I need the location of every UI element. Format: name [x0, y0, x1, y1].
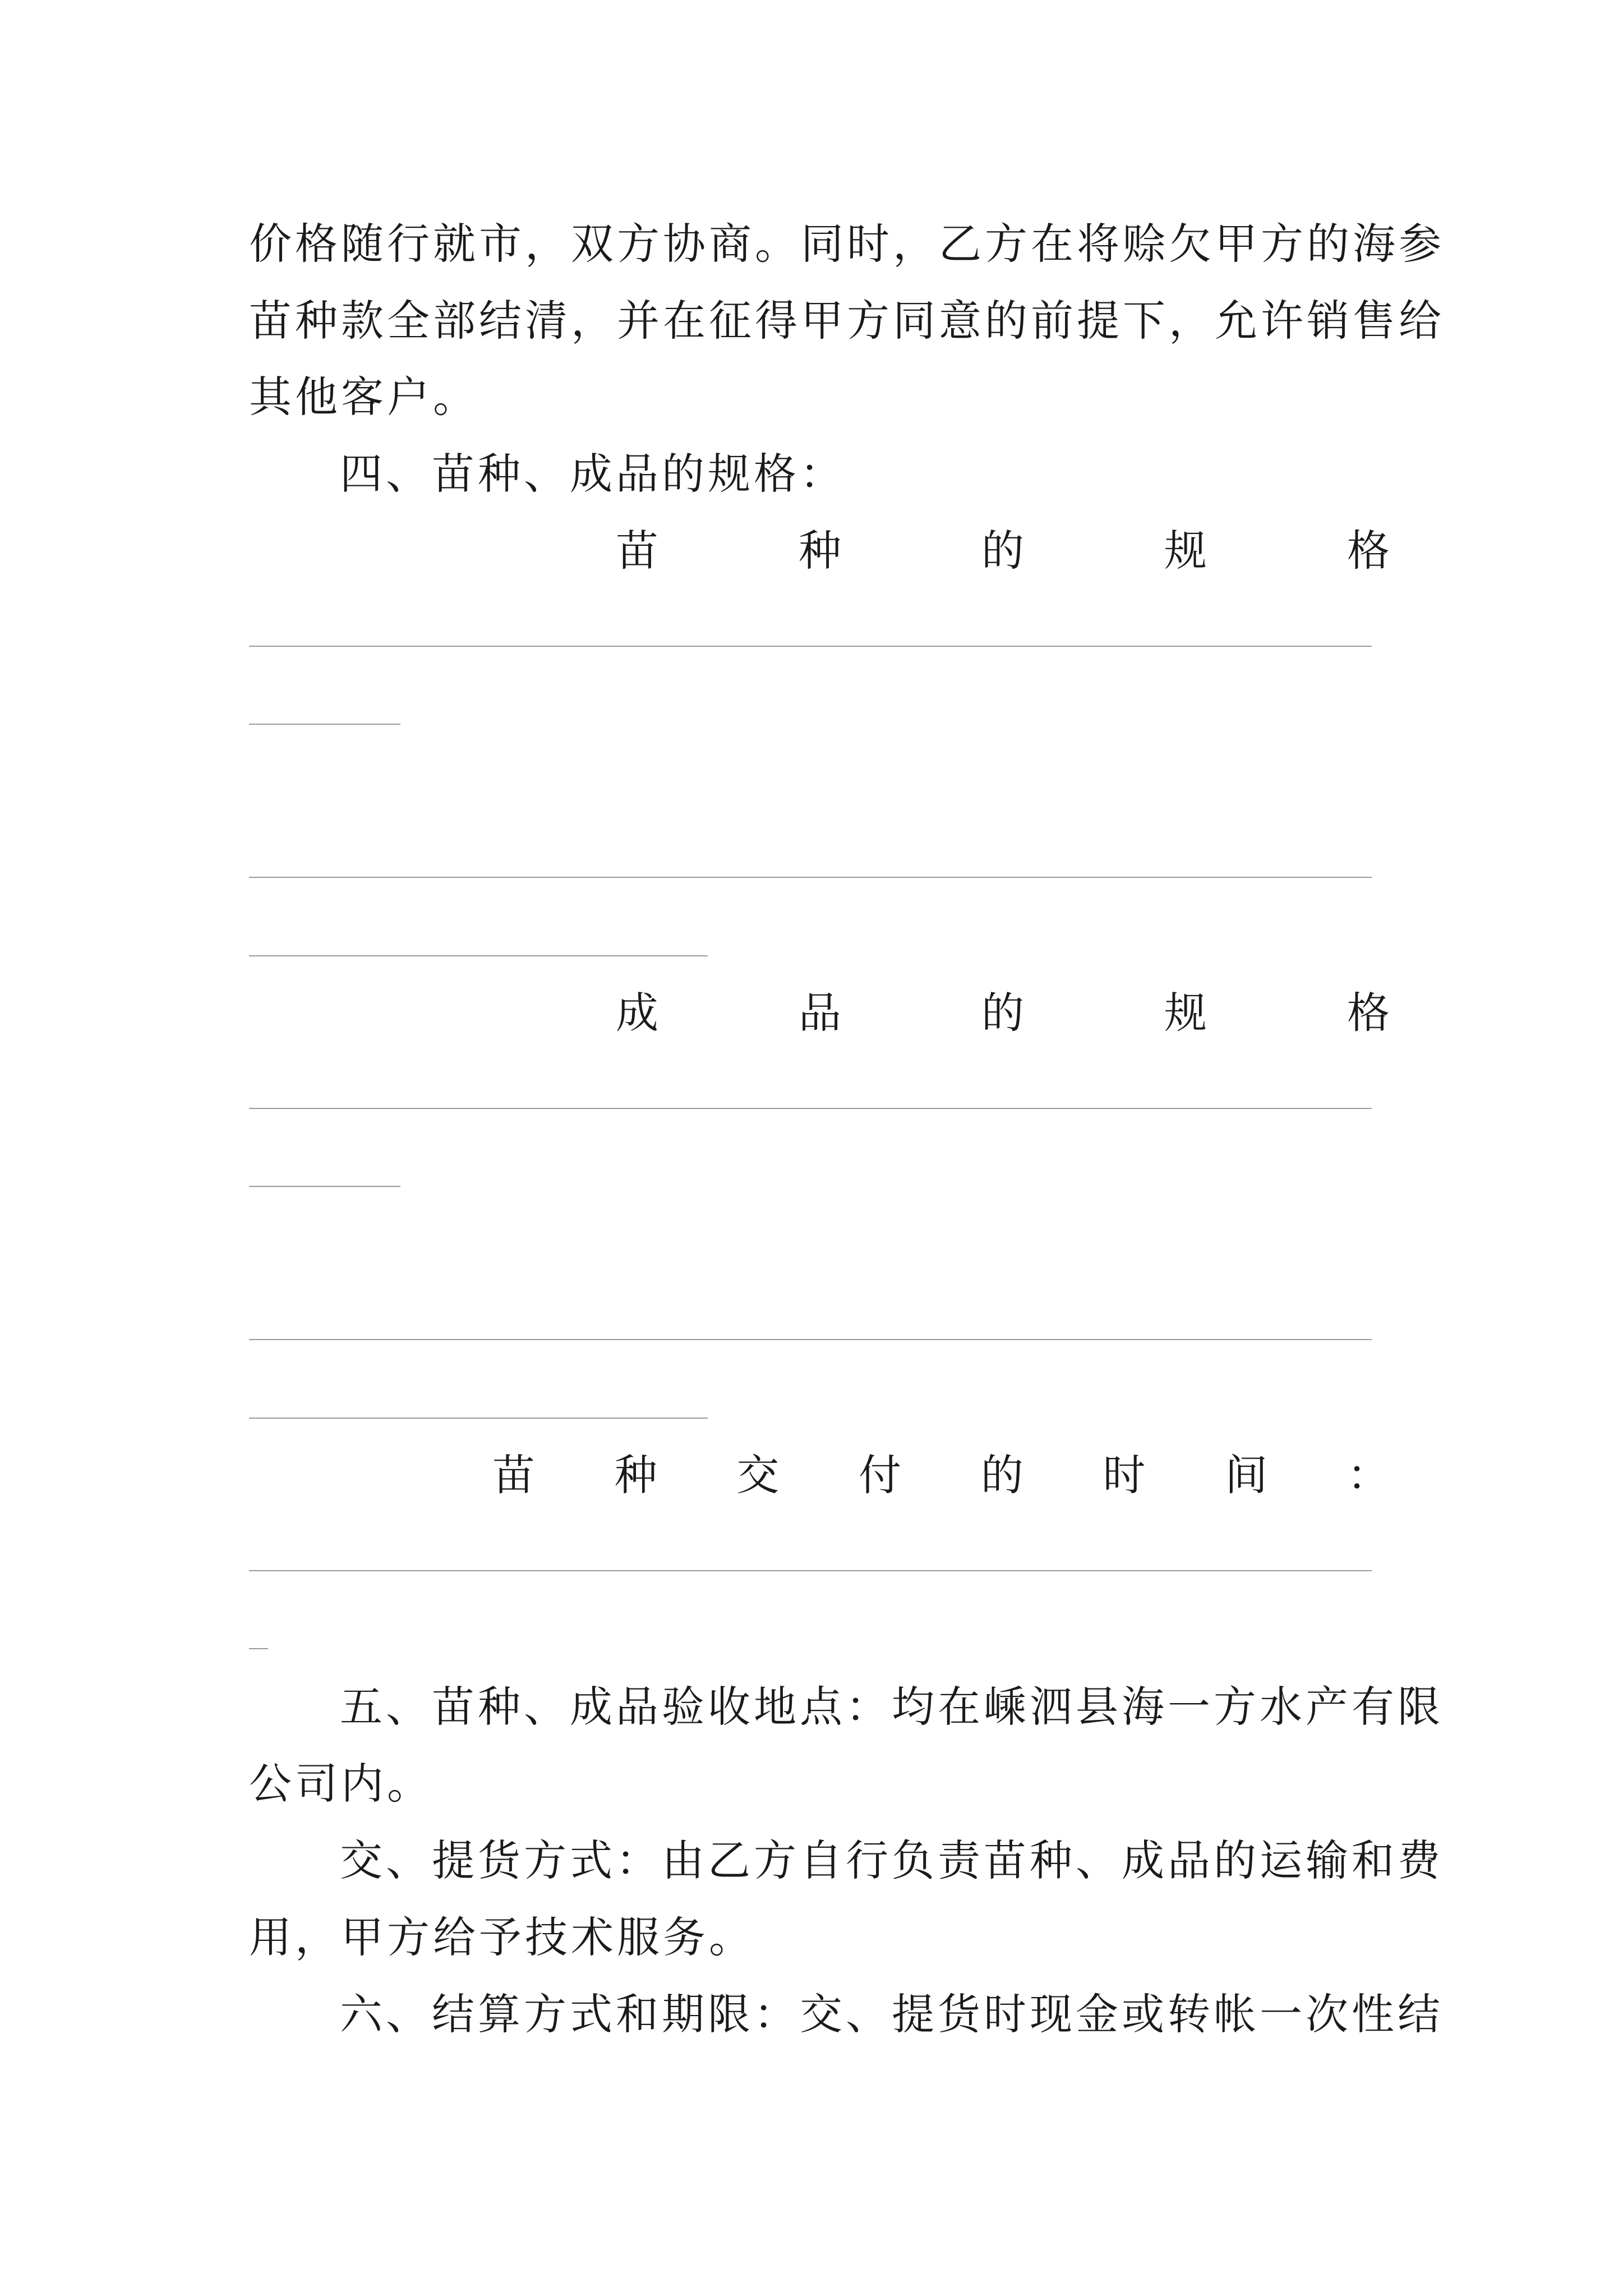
- label-char: 规: [1164, 526, 1207, 576]
- label-char: 交: [736, 1450, 780, 1500]
- fill-in-line: [249, 1339, 1372, 1340]
- paragraph-line: 苗种款全部结清，并在征得甲方同意的前提下，允许销售给: [249, 296, 1445, 346]
- section-four-title: 四、苗种、成品的规格：: [340, 449, 846, 499]
- fill-in-line: [249, 646, 1372, 647]
- product-spec-label: [616, 985, 1390, 1041]
- label-char: 格: [1347, 526, 1390, 576]
- fill-in-line: [249, 955, 708, 956]
- label-char: 苗: [616, 526, 658, 576]
- label-char: 间: [1225, 1450, 1268, 1500]
- paragraph-line: 用，甲方给予技术服务。: [249, 1912, 755, 1962]
- label-char: 的: [981, 988, 1024, 1038]
- label-char: 时: [1103, 1450, 1146, 1500]
- label-char: 付: [859, 1450, 902, 1500]
- fill-in-line: [249, 1186, 400, 1187]
- label-char: 种: [799, 526, 841, 576]
- label-char: 种: [614, 1450, 657, 1500]
- paragraph-line: 其他客户。: [249, 372, 479, 422]
- label-char: 格: [1347, 988, 1390, 1038]
- section-six-line: 六、结算方式和期限：交、提货时现金或转帐一次性结: [340, 1989, 1444, 2039]
- fill-in-line: [249, 1570, 1372, 1571]
- fill-in-line: [249, 1648, 268, 1649]
- label-char: 规: [1164, 988, 1207, 1038]
- label-char: 成: [616, 988, 658, 1038]
- fill-in-line: [249, 1108, 1372, 1109]
- section-five-line: 五、苗种、成品验收地点：均在嵊泗县海一方水产有限: [340, 1682, 1444, 1732]
- fill-in-line: [249, 1418, 708, 1419]
- label-char: 的: [980, 1450, 1023, 1500]
- label-char: 苗: [492, 1450, 535, 1500]
- label-char: ：: [1347, 1450, 1390, 1500]
- label-char: 的: [981, 526, 1024, 576]
- seed-spec-label: [616, 523, 1390, 579]
- fill-in-line: [249, 877, 1372, 878]
- paragraph-line: 公司内。: [249, 1759, 433, 1809]
- delivery-time-label: [492, 1447, 1390, 1503]
- fill-in-line: [249, 724, 400, 725]
- paragraph-line: 价格随行就市，双方协商。同时，乙方在将赊欠甲方的海参: [249, 219, 1445, 269]
- label-char: 品: [799, 988, 841, 1038]
- delivery-method-line: 交、提货方式：由乙方自行负责苗种、成品的运输和费: [340, 1835, 1444, 1885]
